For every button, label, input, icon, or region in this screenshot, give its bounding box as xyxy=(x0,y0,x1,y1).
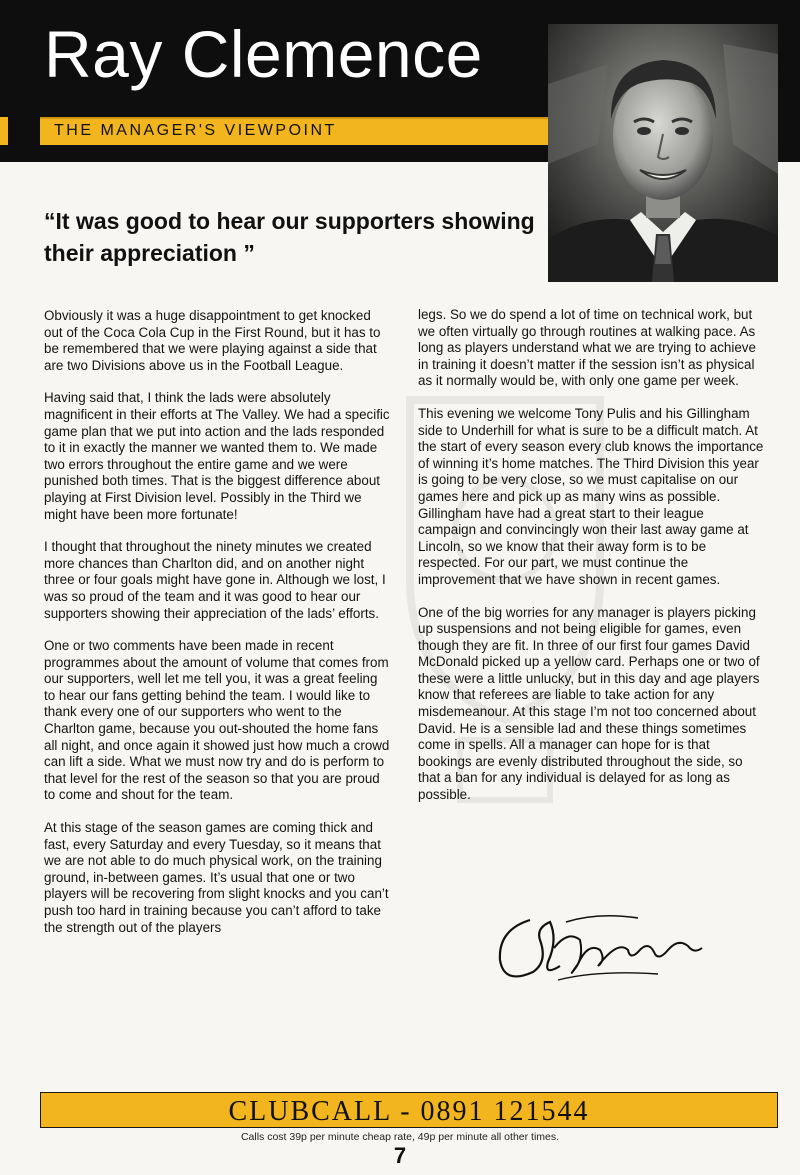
article-paragraph: This evening we welcome Tony Pulis and his Gillingham side to Underhill for what is sure to be a difficult match. At the start of every season every club knows the importance of winning it’s home matches. The Third Division this year is going to be very close, so we must capitalise on our games here and pick up as many wins as possible. Gillingham have had a great start to their league campaign and convincingly won their last away game at Lincoln, so we know that their away form is to be respected. For our part, we must continue the improvement that we have shown in recent games. xyxy=(418,405,764,587)
article-paragraph: Having said that, I think the lads were absolutely magnificent in their efforts at The Valley. We had a specific game plan that we put into action and the lads responded to it in exactly the manner we wanted them to. We made two errors throughout the entire game and we were punished both times. That is the biggest difference about playing at First Division level. Possibly in the Third we might have been more fortunate! xyxy=(44,390,390,522)
article-paragraph: legs. So we do spend a lot of time on technical work, but we often virtually go through routines at walking pace. As long as players understand what we are trying to achieve in training it doesn’t matter if the session isn’t as physical as it normally would be, with only one game per week. xyxy=(418,307,756,389)
clubcall-banner xyxy=(40,1092,778,1128)
page-number: 7 xyxy=(393,1143,407,1168)
clubcall-number: CLUBCALL - 0891 121544 xyxy=(228,1096,590,1127)
accent-tab xyxy=(0,117,8,145)
call-costs-note: Calls cost 39p per minute cheap rate, 49p per minute all other times. xyxy=(240,1131,560,1143)
article-paragraph: One of the big worries for any manager is players picking up suspensions and not being eligible for games, even though they are fit. In three of our first four games David McDonald picked up a yellow card. Perhaps one or two of these were a little unlucky, but in this day and age players know that referees are liable to take action for any misdemeanour. At this stage I’m not too concerned about David. He is a sensible lad and these things sometimes come in spells. All a manager can hope for is that bookings are evenly distributed throughout the side, so that a ban for any individual is delayed for as long as possible. xyxy=(418,604,760,803)
article-paragraph: One or two comments have been made in recent programmes about the amount of volume that comes from our supporters, well let me tell you, it was a great feeling to hear our fans getting behind the team. I would like to thank every one of our supporters who went to the Charlton game, because you out-shouted the home fans all night, and once again it showed just how much a crowd can lift a side. What we must now try and do is perform to that level for the rest of the season so that you are proud to come and shout for the team. xyxy=(44,638,390,803)
pull-quote: “It was good to hear our supporters showing their appreciation ” xyxy=(44,208,535,266)
article-paragraph: I thought that throughout the ninety minutes we created more chances than Charlton did, and on another night three or four goals might have gone in. Although we lost, I was so proud of the team and it was good to hear our supporters showing their appreciation of the lads’ efforts. xyxy=(44,539,386,621)
subtitle-bar xyxy=(40,117,548,145)
handwritten-signature xyxy=(488,900,718,990)
manager-portrait xyxy=(548,24,778,282)
article-left-column xyxy=(44,308,390,952)
article-paragraph: At this stage of the season games are coming thick and fast, every Saturday and every Tuesday, so it means that we are not able to do much physical work, on the training ground, in-between games. It’s usual that one or two players will be recovering from slight knocks and you can’t push too hard in training because you can’t afford to take the strength out of the players xyxy=(44,820,389,935)
article-paragraph: Obviously it was a huge disappointment to get knocked out of the Coca Cola Cup in the First Round, but it has to be remembered that we were playing against a side that are two Divisions above us in the Football League. xyxy=(44,308,381,373)
portrait-illustration xyxy=(548,24,778,282)
article-right-column xyxy=(418,307,764,820)
page-title: Ray Clemence xyxy=(44,17,483,91)
page-subtitle: THE MANAGER'S VIEWPOINT xyxy=(54,122,337,139)
